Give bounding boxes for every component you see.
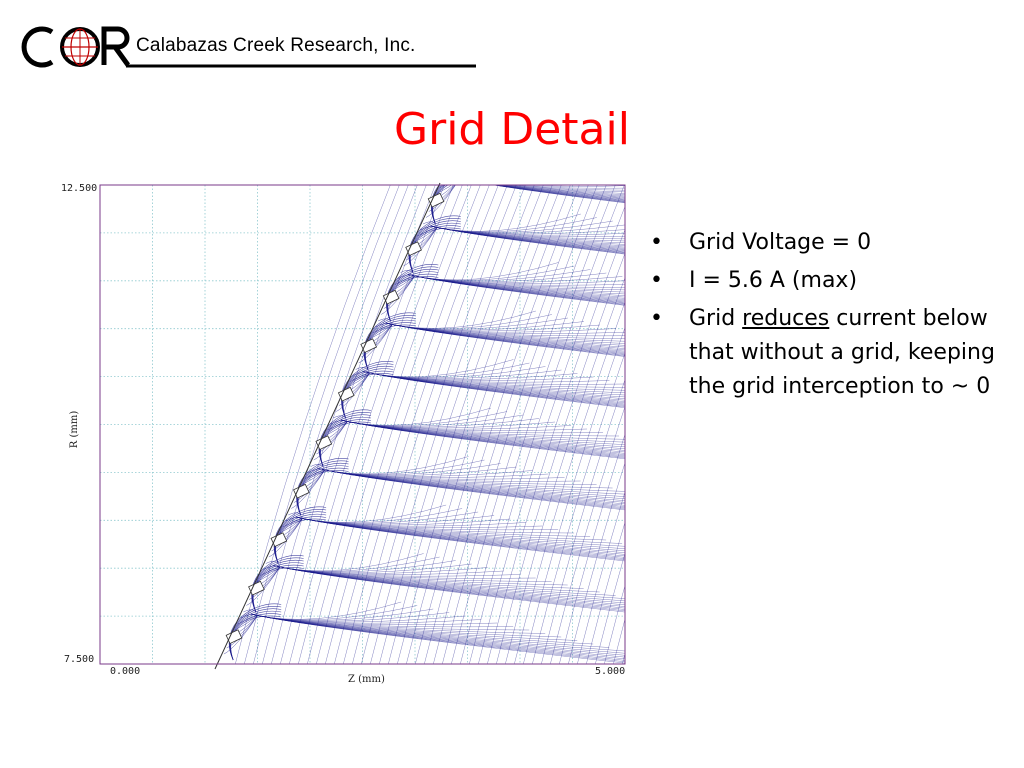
trajectory-fan — [251, 614, 609, 648]
globe-icon — [62, 29, 98, 65]
x-tick-left: 0.000 — [110, 666, 141, 677]
bullet-list — [648, 226, 1020, 408]
trajectory-fan — [363, 372, 640, 392]
trajectory-fan — [408, 275, 640, 333]
trajectory-fan — [431, 226, 640, 249]
trajectory-line — [559, 185, 640, 664]
bullet-text-pre: Grid — [689, 306, 743, 331]
trajectory-plot-canvas — [50, 176, 640, 691]
trajectory-line — [550, 185, 640, 664]
x-tick-right: 5.000 — [595, 666, 626, 677]
trajectory-streak — [443, 178, 460, 182]
slide-title: Grid Detail — [394, 104, 630, 155]
trajectory-fan — [453, 176, 603, 183]
x-axis-label: Z (mm) — [348, 674, 385, 685]
trajectory-fan — [363, 372, 640, 388]
company-logo — [18, 18, 478, 74]
bullet-item — [648, 264, 1020, 298]
trajectory-fan — [453, 176, 619, 183]
trajectory-fan — [453, 176, 635, 184]
trajectory-fan — [319, 469, 640, 499]
bullet-text: I = 5.6 A (max) — [689, 268, 858, 293]
trajectory-fan — [251, 606, 417, 620]
trajectory-fan — [453, 176, 640, 185]
trajectory-plot — [50, 176, 640, 691]
bullet-text: Grid Voltage = 0 — [689, 230, 872, 255]
trajectory-line — [631, 185, 640, 664]
trajectory-fan — [274, 566, 640, 603]
bullet-icon: • — [650, 230, 663, 255]
bullet-item — [648, 302, 1020, 404]
trajectory-fan — [319, 469, 597, 485]
y-axis-label: R (mm) — [69, 410, 81, 449]
bullet-icon: • — [650, 306, 663, 331]
bullet-text-underlined: reduces — [742, 306, 830, 331]
y-tick-bottom: 7.500 — [64, 654, 95, 665]
y-tick-top: 12.500 — [61, 183, 98, 194]
trajectory-line — [595, 185, 640, 664]
bullet-text-post: current below that without a grid, keeping the grid interception to ~ 0 — [689, 306, 995, 399]
trajectory-fan — [341, 412, 507, 426]
bullet-icon: • — [650, 268, 663, 293]
trajectory-fan — [341, 420, 619, 436]
trajectory-group — [224, 176, 640, 676]
bullet-item — [648, 226, 1020, 260]
trajectory-fan — [274, 566, 632, 600]
trajectory-streak — [445, 176, 459, 180]
trajectory-fan — [319, 469, 640, 531]
trajectory-line — [613, 185, 640, 664]
company-name: Calabazas Creek Research, Inc. — [136, 35, 416, 56]
trajectory-fan — [386, 323, 640, 381]
trajectory-fan — [453, 178, 640, 186]
trajectory-fan — [274, 566, 488, 574]
